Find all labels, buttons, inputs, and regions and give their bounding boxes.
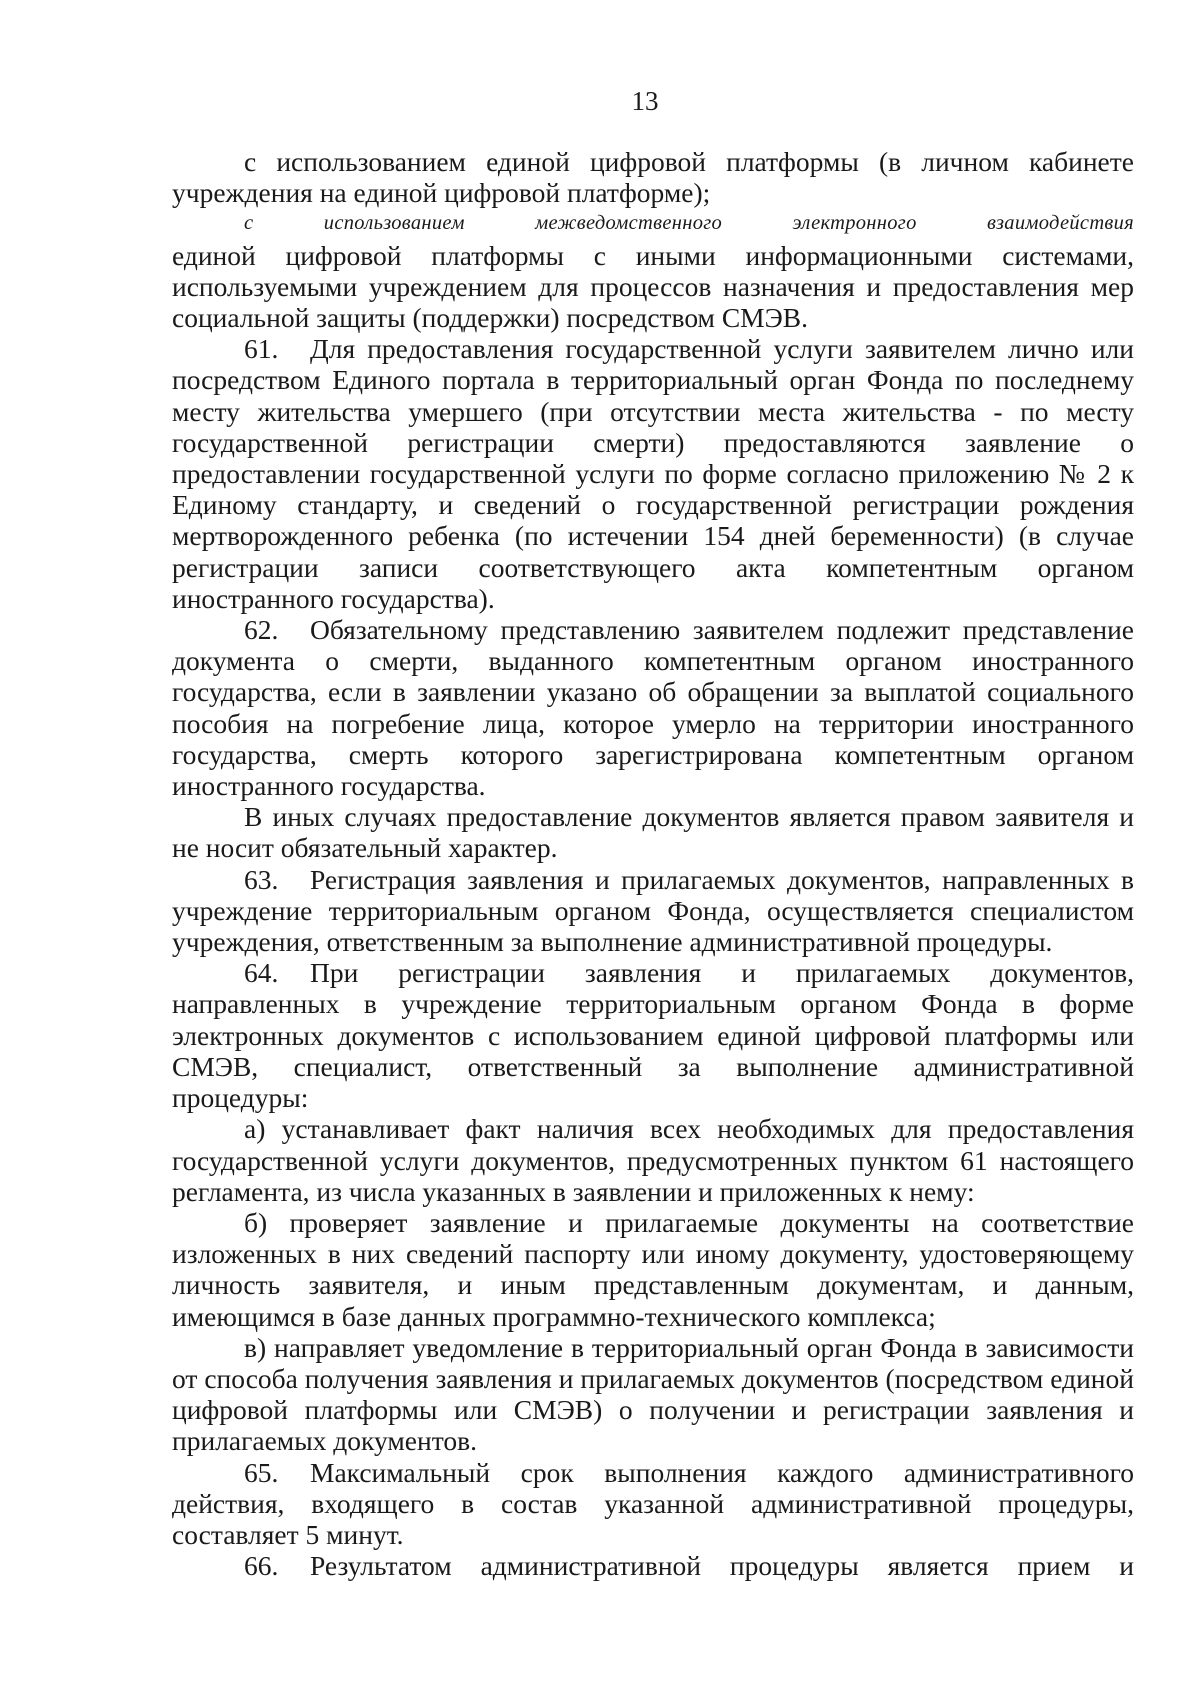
- document-body: [172, 146, 1134, 1581]
- paragraph-63: 63. Регистрация заявления и прилагаемых документов, направленных в учреждение территориальным органом Фонда, осуществляется специалистом учреждения, ответственным за выполнение административной процедуры.: [172, 863, 1134, 958]
- paragraph-number: 65.: [244, 1456, 279, 1488]
- paragraph-65: 65. Максимальный срок выполнения каждого административного действия, входящего в состав указанной административной процедуры, составляет 5 минут.: [172, 1456, 1134, 1550]
- paragraph-number: 66.: [244, 1550, 279, 1582]
- paragraph-platform-cabinet: с использованием единой цифровой платформы (в личном кабинете учреждения на единой цифровой платформе);: [172, 146, 1134, 209]
- page-number: 13: [631, 86, 659, 116]
- paragraph-62-other-cases: В иных случаях предоставление документов является правом заявителя и не носит обязательный характер.: [172, 801, 1134, 864]
- paragraph-66: 66. Результатом административной процедуры является прием и: [244, 1550, 1134, 1582]
- paragraph-64-item-b: б) проверяет заявление и прилагаемые документы на соответствие изложенных в них сведений паспорту или иному документу, удостоверяющему личность заявителя, и иным представленным документам, и данным, имеющимся в базе данных программно-технического комплекса;: [172, 1206, 1134, 1332]
- paragraph-64-item-c: в) направляет уведомление в территориальный орган Фонда в зависимости от способа получения заявления и прилагаемых документов (посредством единой цифровой платформы или СМЭВ) о получении и регистрации заявления и прилагаемых документов.: [172, 1331, 1134, 1457]
- paragraph-62: 62. Обязательному представлению заявителем подлежит представление документа о смерти, выданного компетентным органом иностранного государства, если в заявлении указано об обращении за выплатой социального пособия на погребение лица, которое умерло на территории иностранного государства, смерть которого зарегистрирована компетентным органом иностранного государства.: [172, 614, 1134, 802]
- paragraph-61: 61. Для предоставления государственной услуги заявителем лично или посредством Единого портала в территориальный орган Фонда по последнему месту жительства умершего (при отсутствии места жительства - по месту государственной регистрации смерти) предоставляются заявление о предоставлении государственной услуги по форме согласно приложению № 2 к Единому стандарту, и сведений о государственной регистрации рождения мертворожденного ребенка (по истечении 154 дней беременности) (в случае регистрации записи соответствующего акта компетентным органом иностранного государства).: [172, 333, 1134, 614]
- paragraph-number: 61.: [244, 333, 279, 365]
- paragraph-interagency-body: единой цифровой платформы с иными информационными системами, используемыми учреждением для процессов назначения и предоставления мер социальной защиты (поддержки) посредством СМЭВ.: [172, 239, 1134, 334]
- paragraph-number: 63.: [244, 863, 279, 895]
- paragraph-interagency-heading: с использованием межведомственного электронного взаимодействия: [244, 212, 1134, 235]
- paragraph-number: 64.: [244, 957, 279, 989]
- paragraph-64-item-a: а) устанавливает факт наличия всех необходимых для предоставления государственной услуги документов, предусмотренных пунктом 61 настоящего регламента, из числа указанных в заявлении и приложенных к нему:: [172, 1113, 1134, 1207]
- paragraph-number: 62.: [244, 614, 279, 646]
- paragraph-64: 64. При регистрации заявления и прилагаемых документов, направленных в учреждение территориальным органом Фонда в форме электронных документов с использованием единой цифровой платформы или СМЭВ, специалист, ответственный за выполнение административной процедуры:: [172, 957, 1134, 1114]
